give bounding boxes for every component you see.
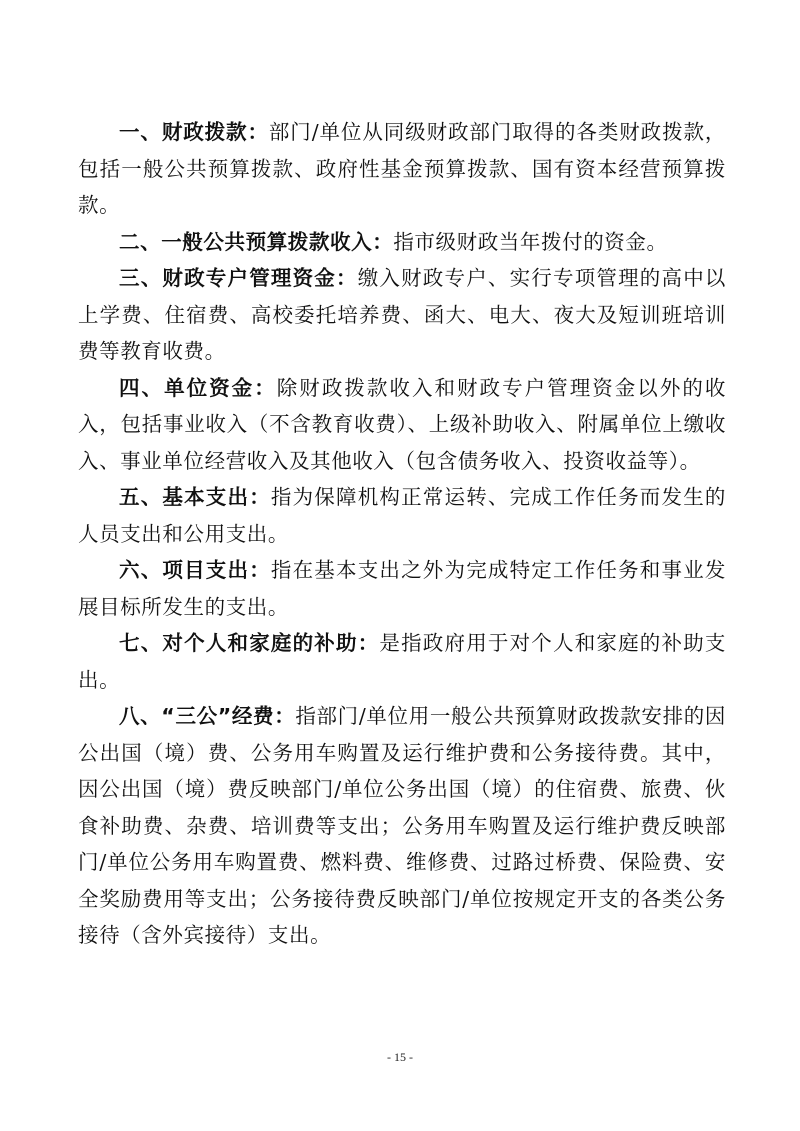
term-definition: 指在基本支出之外为完成特定工作任务和事业发展目标所发生的支出。 [78,558,726,619]
paragraph-unit-funds [78,370,726,480]
term-heading: 三、财政专户管理资金： [119,266,358,290]
paragraph-basic-expenditure [78,479,726,552]
term-heading: 二、一般公共预算拨款收入： [119,229,394,254]
paragraph-project-expenditure [78,552,726,625]
paragraph-fiscal-appropriation [78,114,726,224]
page-number: - 15 - [387,1050,413,1064]
term-heading: 五、基本支出： [119,485,271,509]
term-definition: 部门/单位从同级财政部门取得的各类财政拨款，包括一般公共预算拨款、政府性基金预算拨款、国有资本经营预算拨款。 [78,120,726,217]
term-heading: 六、项目支出： [119,558,271,582]
term-heading: 七、对个人和家庭的补助： [119,631,380,655]
paragraph-general-budget-income [78,224,726,261]
term-definition: 指部门/单位用一般公共预算财政拨款安排的因公出国（境）费、公务用车购置及运行维护费和公务接待费。其中，因公出国（境）费反映部门/单位公务出国（境）的住宿费、旅费、伙食补助费、杂费、培训费等支出；公务用车购置及运行维护费反映部门/单位公务用车购置费、燃料费、维修费、过路过桥费、保险费、安全奖励费用等支出；公务接待费反映部门/单位按规定开支的各类公务接待（含外宾接待）支出。 [78,704,726,947]
paragraph-three-public-expenses [78,698,726,954]
term-heading: 四、单位资金： [119,375,277,400]
term-definition: 指市级财政当年拨付的资金。 [393,229,668,254]
term-heading: 八、“三公”经费： [119,704,296,728]
term-definition: 是指政府用于对个人和家庭的补助支出。 [78,631,726,692]
term-definition: 除财政拨款收入和财政专户管理资金以外的收入，包括事业收入（不含教育收费）、上级补助收入、附属单位上缴收入、事业单位经营收入及其他收入（包含债务收入、投资收益等）。 [78,375,727,473]
term-definition: 缴入财政专户、实行专项管理的高中以上学费、住宿费、高校委托培养费、函大、电大、夜大及短训班培训费等教育收费。 [78,266,726,363]
paragraph-household-subsidy [78,625,726,698]
term-definition: 指为保障机构正常运转、完成工作任务而发生的人员支出和公用支出。 [78,485,726,546]
document-body [78,114,726,954]
term-heading: 一、财政拨款： [119,120,269,144]
paragraph-special-account-funds [78,260,726,370]
